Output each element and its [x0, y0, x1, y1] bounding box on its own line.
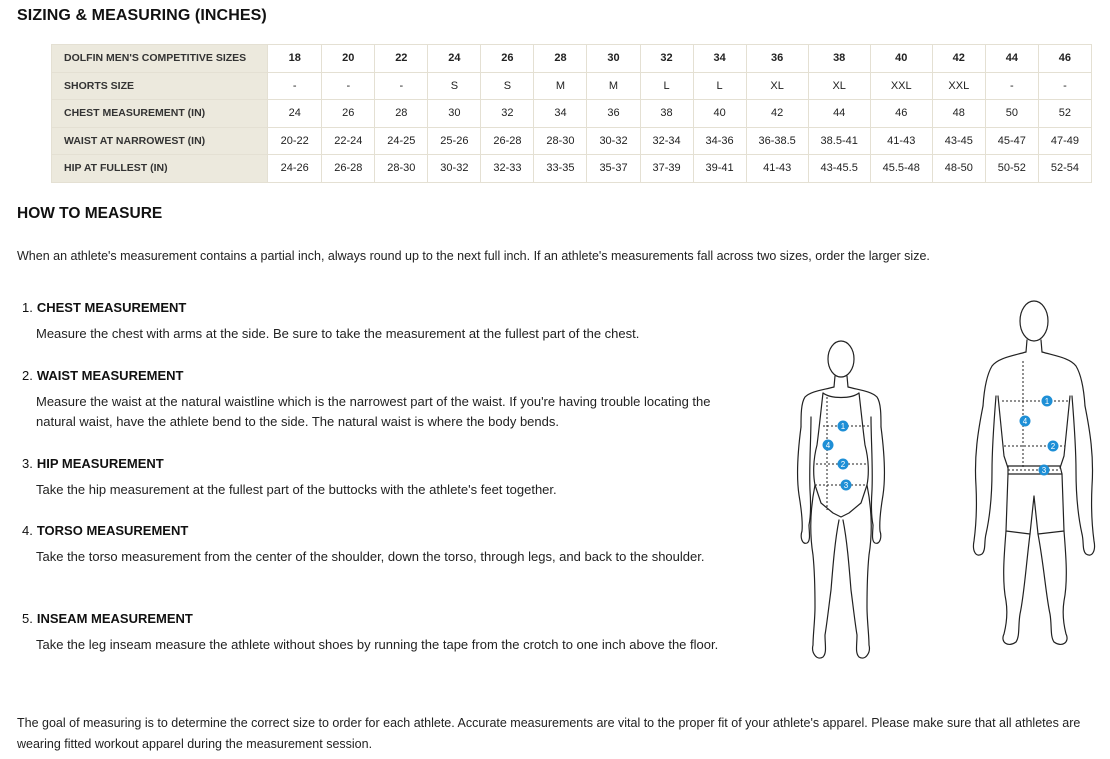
step-title: WAIST MEASUREMENT — [36, 368, 184, 383]
table-cell: 28-30 — [375, 155, 428, 183]
table-cell: 22-24 — [322, 127, 375, 155]
table-cell: 32-33 — [481, 155, 534, 183]
table-cell: 18 — [268, 45, 322, 73]
table-cell: 43-45.5 — [808, 155, 870, 183]
step-number: 2. — [22, 368, 33, 383]
table-cell: 24-26 — [268, 155, 322, 183]
table-cell: 38 — [640, 100, 693, 128]
intro-text: When an athlete's measurement contains a partial inch, always round up to the next full inch. If an athlete's measurements fall across two sizes, order the larger size. — [17, 249, 930, 263]
table-row — [52, 45, 1092, 73]
table-cell: 41-43 — [746, 155, 808, 183]
table-cell: 38.5-41 — [808, 127, 870, 155]
table-cell: 46 — [1038, 45, 1091, 73]
table-cell: 26-28 — [322, 155, 375, 183]
step-title: INSEAM MEASUREMENT — [36, 611, 193, 626]
table-cell: 34-36 — [693, 127, 746, 155]
step-title: HIP MEASUREMENT — [36, 456, 164, 471]
table-cell: - — [985, 72, 1038, 100]
table-cell: 40 — [693, 100, 746, 128]
table-row — [52, 127, 1092, 155]
female-figure-illustration — [793, 335, 903, 667]
table-cell: 32-34 — [640, 127, 693, 155]
svg-text:3: 3 — [1041, 466, 1047, 475]
table-cell: 36 — [587, 100, 640, 128]
table-cell: 48 — [932, 100, 985, 128]
table-cell: L — [640, 72, 693, 100]
table-cell: 25-26 — [428, 127, 481, 155]
table-cell: 34 — [693, 45, 746, 73]
table-cell: - — [1038, 72, 1091, 100]
table-cell: 20-22 — [268, 127, 322, 155]
row-header: SHORTS SIZE — [52, 72, 268, 100]
step-description: Take the leg inseam measure the athlete without shoes by running the tape from the crotch to one inch above the floor. — [36, 637, 719, 652]
step-description: Measure the waist at the natural waistline which is the narrowest part of the waist. If you're having trouble locating the natural waist, have the athlete bend to the side. The natural waist is where the body bends. — [36, 394, 711, 429]
table-cell: 28-30 — [534, 127, 587, 155]
hip-marker — [841, 480, 852, 491]
table-cell: 26-28 — [481, 127, 534, 155]
step-number: 5. — [22, 611, 33, 626]
male-figure-illustration — [968, 296, 1102, 656]
table-row — [52, 72, 1092, 100]
step-title: TORSO MEASUREMENT — [36, 523, 189, 538]
step-inseam — [22, 611, 752, 655]
table-cell: XXL — [932, 72, 985, 100]
step-description: Take the hip measurement at the fullest part of the buttocks with the athlete's feet together. — [36, 482, 557, 497]
table-cell: 33-35 — [534, 155, 587, 183]
table-cell: S — [428, 72, 481, 100]
table-cell: 52 — [1038, 100, 1091, 128]
row-header: DOLFIN MEN'S COMPETITIVE SIZES — [52, 45, 268, 73]
row-header: CHEST MEASUREMENT (IN) — [52, 100, 268, 128]
table-cell: 41-43 — [870, 127, 932, 155]
waist-marker — [1048, 441, 1059, 452]
table-cell: 42 — [746, 100, 808, 128]
table-cell: XXL — [870, 72, 932, 100]
step-chest — [22, 300, 752, 344]
row-header: HIP AT FULLEST (IN) — [52, 155, 268, 183]
male-jammer-figure-icon — [968, 296, 1102, 656]
table-row — [52, 100, 1092, 128]
table-cell: 48-50 — [932, 155, 985, 183]
step-description: Measure the chest with arms at the side. Be sure to take the measurement at the fullest part of the chest. — [36, 326, 640, 341]
step-description: Take the torso measurement from the center of the shoulder, down the torso, through legs, and back to the shoulder. — [36, 549, 705, 564]
table-cell: 36-38.5 — [746, 127, 808, 155]
table-row — [52, 155, 1092, 183]
table-cell: 24 — [268, 100, 322, 128]
table-cell: M — [587, 72, 640, 100]
svg-text:2: 2 — [840, 460, 846, 469]
table-cell: 30 — [428, 100, 481, 128]
how-to-measure-heading: HOW TO MEASURE — [17, 205, 163, 222]
table-cell: 28 — [375, 100, 428, 128]
table-cell: 42 — [932, 45, 985, 73]
table-cell: XL — [808, 72, 870, 100]
torso-marker — [823, 440, 834, 451]
table-cell: 47-49 — [1038, 127, 1091, 155]
table-cell: - — [322, 72, 375, 100]
step-hip — [22, 456, 752, 500]
table-cell: 32 — [481, 100, 534, 128]
table-cell: 28 — [534, 45, 587, 73]
step-number: 1. — [22, 300, 33, 315]
torso-marker — [1020, 416, 1031, 427]
page-title: SIZING & MEASURING (INCHES) — [17, 7, 267, 24]
hip-marker — [1039, 465, 1050, 476]
svg-text:2: 2 — [1050, 442, 1056, 451]
table-cell: L — [693, 72, 746, 100]
size-chart-table — [51, 44, 1092, 183]
closing-note: The goal of measuring is to determine the correct size to order for each athlete. Accurate measurements are vital to the proper fit of your athlete's apparel. Please make sure that all athletes are wearing fitted workout apparel during the measurement session. — [17, 716, 1081, 751]
row-header: WAIST AT NARROWEST (IN) — [52, 127, 268, 155]
table-cell: 52-54 — [1038, 155, 1091, 183]
table-cell: 30 — [587, 45, 640, 73]
table-cell: M — [534, 72, 587, 100]
table-cell: 43-45 — [932, 127, 985, 155]
step-number: 3. — [22, 456, 33, 471]
step-title: CHEST MEASUREMENT — [36, 300, 187, 315]
chest-marker — [838, 421, 849, 432]
table-cell: - — [268, 72, 322, 100]
svg-text:3: 3 — [843, 481, 849, 490]
table-cell: 26 — [481, 45, 534, 73]
step-number: 4. — [22, 523, 33, 538]
table-cell: 45-47 — [985, 127, 1038, 155]
table-cell: 50-52 — [985, 155, 1038, 183]
table-cell: XL — [746, 72, 808, 100]
table-cell: 30-32 — [428, 155, 481, 183]
female-swimsuit-figure-icon — [793, 335, 903, 667]
waist-marker — [838, 459, 849, 470]
table-cell: S — [481, 72, 534, 100]
step-waist — [22, 368, 752, 432]
table-cell: 36 — [746, 45, 808, 73]
table-cell: 44 — [985, 45, 1038, 73]
step-torso — [22, 523, 752, 567]
table-cell: 26 — [322, 100, 375, 128]
table-cell: 40 — [870, 45, 932, 73]
chest-marker — [1042, 396, 1053, 407]
table-cell: 50 — [985, 100, 1038, 128]
table-cell: 39-41 — [693, 155, 746, 183]
table-cell: 22 — [375, 45, 428, 73]
svg-text:4: 4 — [1022, 417, 1028, 426]
table-cell: 35-37 — [587, 155, 640, 183]
svg-text:4: 4 — [825, 441, 831, 450]
table-cell: 34 — [534, 100, 587, 128]
table-cell: 46 — [870, 100, 932, 128]
table-cell: 38 — [808, 45, 870, 73]
svg-text:1: 1 — [840, 422, 846, 431]
table-cell: 24 — [428, 45, 481, 73]
table-cell: 24-25 — [375, 127, 428, 155]
table-cell: 32 — [640, 45, 693, 73]
table-cell: - — [375, 72, 428, 100]
table-cell: 20 — [322, 45, 375, 73]
table-cell: 44 — [808, 100, 870, 128]
table-cell: 37-39 — [640, 155, 693, 183]
table-cell: 30-32 — [587, 127, 640, 155]
svg-text:1: 1 — [1044, 397, 1050, 406]
table-cell: 45.5-48 — [870, 155, 932, 183]
